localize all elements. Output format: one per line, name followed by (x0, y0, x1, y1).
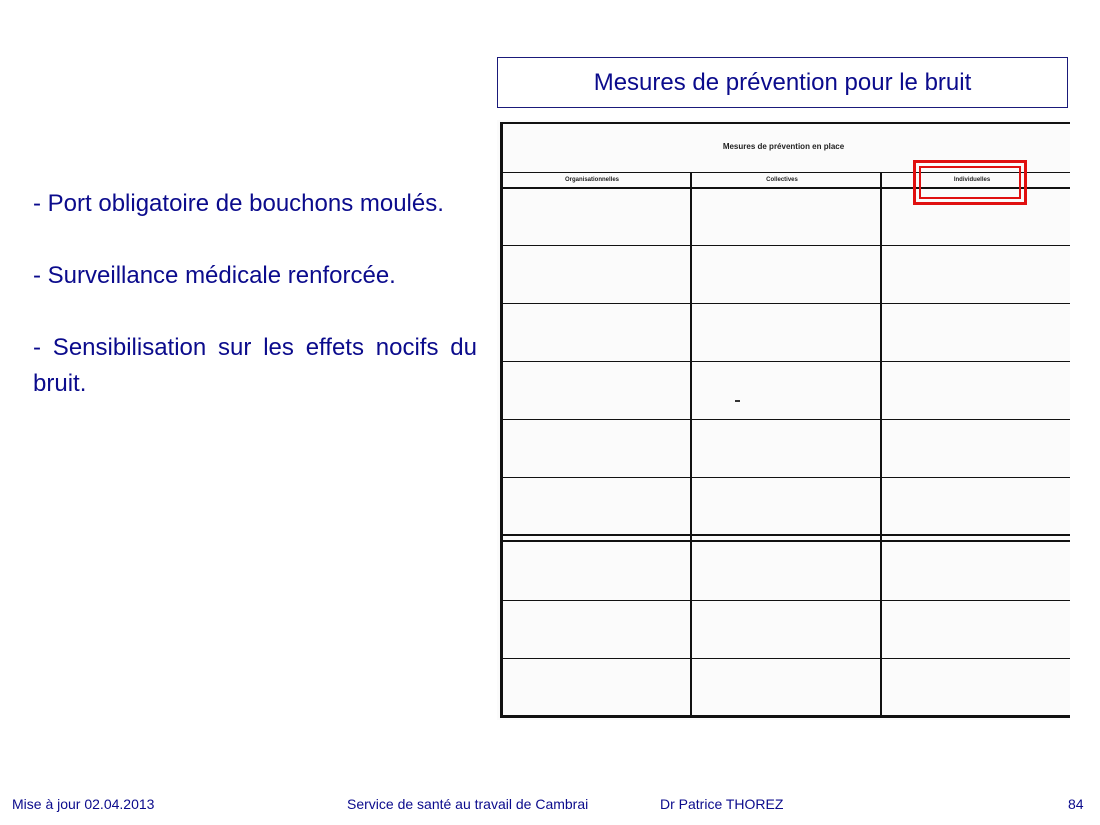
scanned-form (497, 120, 1070, 720)
column-header-individuelles: Individuelles (953, 177, 991, 183)
bullet-item: - Surveillance médicale renforcée. (33, 262, 396, 289)
scan-mark (735, 400, 740, 402)
table-line (880, 172, 882, 718)
footer-author: Dr Patrice THOREZ (660, 796, 784, 812)
column-header-organisationnelles: Organisationnelles (564, 177, 619, 183)
footer-service: Service de santé au travail de Cambrai (347, 796, 589, 812)
form-border (500, 122, 1070, 124)
table-row-line (500, 477, 1070, 478)
bullet-list (33, 186, 477, 438)
table-row-line (500, 361, 1070, 362)
table-line (690, 172, 692, 718)
footer-update-date: Mise à jour 02.04.2013 (12, 796, 155, 812)
form-border (500, 122, 503, 718)
table-row-line (500, 600, 1070, 601)
table-row-line (500, 245, 1070, 246)
column-header-collectives: Collectives (766, 177, 798, 183)
table-row-line (500, 540, 1070, 542)
table-row-line (500, 303, 1070, 304)
table-row-line (500, 419, 1070, 420)
highlight-box-individuelles (913, 160, 1027, 205)
bullet-item: - Sensibilisation sur les effets nocifs du bruit. (33, 334, 477, 397)
form-border (500, 715, 1070, 718)
bullet-item: - Port obligatoire de bouchons moulés. (33, 190, 444, 217)
form-title: Mesures de prévention en place (722, 142, 845, 151)
table-row-line (500, 534, 1070, 536)
table-row-line (500, 658, 1070, 659)
page-number: 84 (1068, 796, 1084, 812)
slide-title: Mesures de prévention pour le bruit (497, 57, 1068, 108)
